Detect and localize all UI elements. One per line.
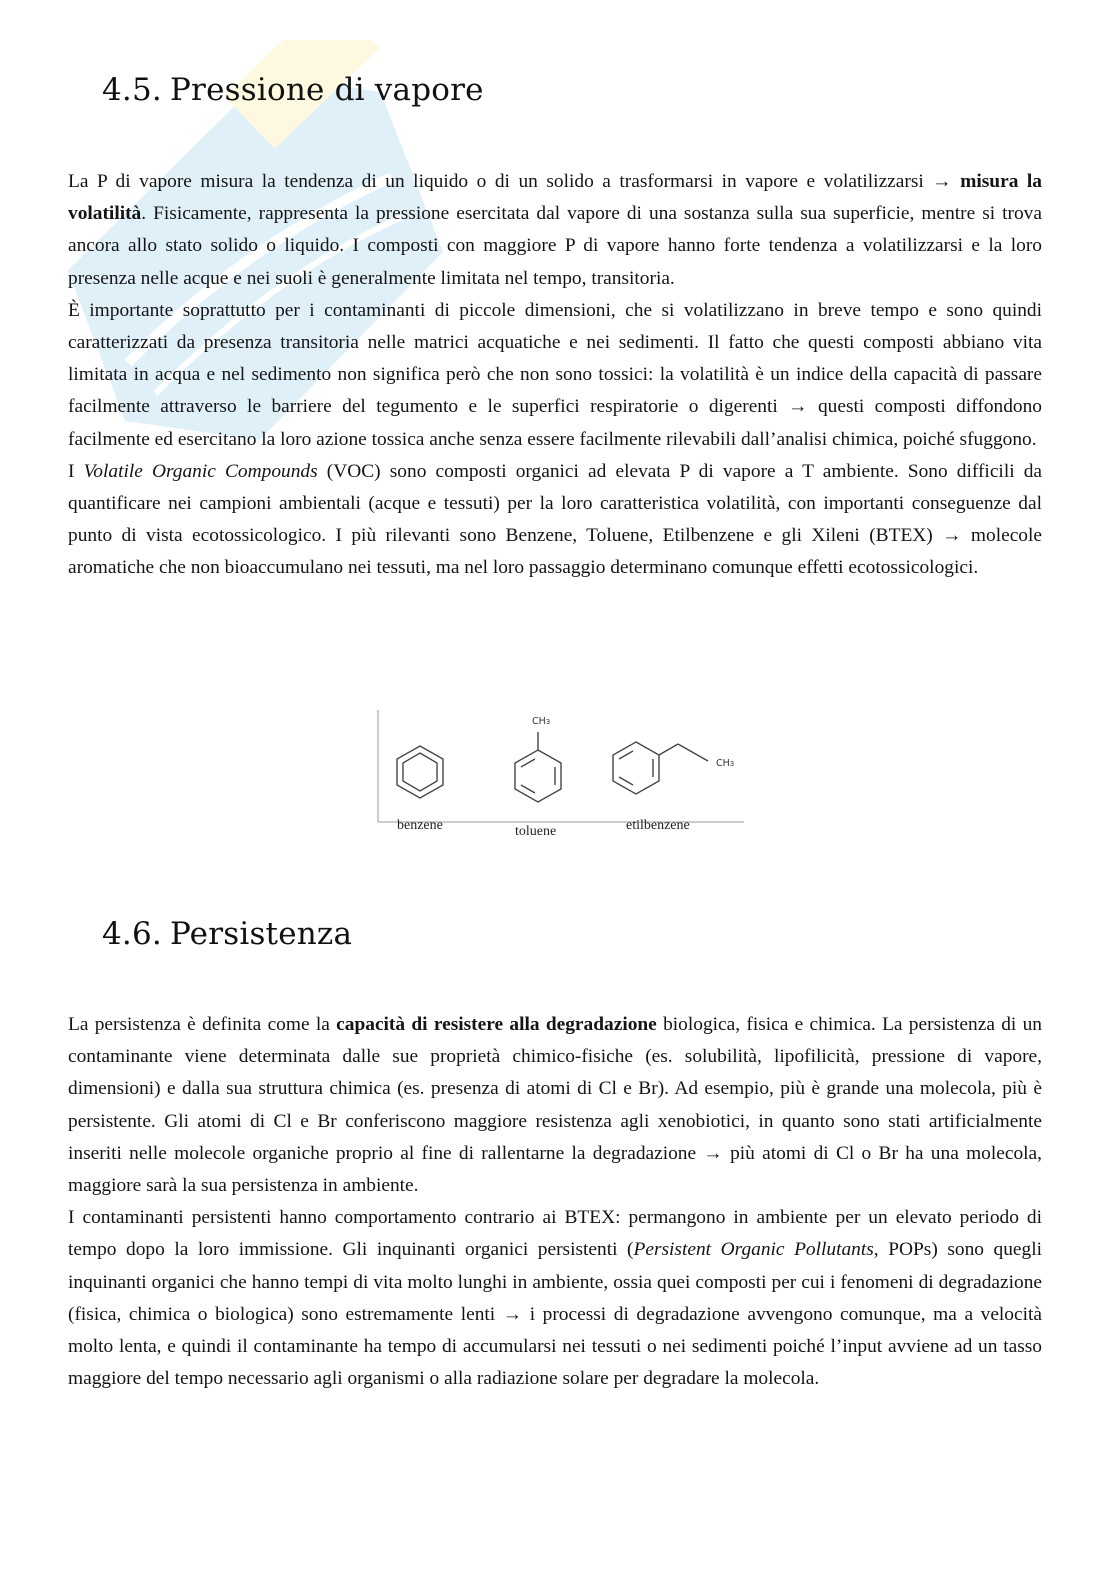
paragraph [68,166,1042,295]
text-run: biologica, fisica e chimica. La persistenza di un contaminante viene determinata dalle sue proprietà chimico-fisiche (es. solubilità, lipofilicità, pressione di vapore, dimensioni) e dalla sua struttura chimica (es. presenza di atomi di Cl e Br). Ad esempio, più è grande una molecola, più è persistente. Gli atomi di Cl e Br conferiscono maggiore resistenza agli xenobiotici, in quanto sono stati artificialmente inseriti nelle molecole organiche proprio al fine di rallentarne la degradazione → più atomi di Cl o Br ha una molecola, maggiore sarà la sua persistenza in ambiente. [68,1014,1042,1197]
etilbenzene-ring [613,742,708,794]
italic-text: Volatile Organic Compounds [83,460,318,482]
italic-text: Persistent Organic Pollutants [633,1239,874,1261]
text-run: . Fisicamente, rappresenta la pressione esercitata dal vapore di una sostanza sulla sua superficie, mentre si trova ancora allo stato solido o liquido. I composti con maggiore P di vapore hanno forte tendenza a volatilizzarsi e la loro presenza nelle acque e nei suoli è generalmente limitata nel tempo, transitoria. [68,203,1042,289]
toluene-ch3-label: CH3 [532,716,551,727]
section-heading-4-5 [102,72,484,108]
toluene-label: toluene [515,824,557,839]
section-number: 4.5. [102,72,162,108]
benzene-ring [397,746,443,798]
section-title: Persistenza [170,916,353,952]
toluene-ring [515,732,561,802]
section-body-4-5 [68,166,1042,585]
text-run: La P di vapore misura la tendenza di un liquido o di un solido a trasformarsi in vapore e volatilizzarsi → [68,171,961,192]
bold-text: misura la volatilità [68,171,1042,225]
text-run: I contaminanti persistenti hanno comportamento contrario ai BTEX: permangono in ambiente per un elevato periodo di tempo dopo la loro immissione. Gli inquinanti organici persistenti ( [68,1207,1042,1261]
section-title: Pressione di vapore [170,72,484,108]
btex-figure [372,706,748,846]
section-heading-4-6 [102,916,352,952]
text-run: (VOC) sono composti organici ad elevata P di vapore a T ambiente. Sono difficili da quantificare nei campioni ambientali (acque e tessuti) per la loro caratteristica volatilità, con importanti conseguenze dal punto di vista ecotossicologico. I più rilevanti sono Benzene, Toluene, Etilbenzene e gli Xileni (BTEX) → molecole aromatiche che non bioaccumulano nei tessuti, ma nel loro passaggio determinano comunque effetti ecotossicologici. [68,460,1043,579]
paragraph [68,1009,1042,1202]
text-run: La persistenza è definita come la [68,1014,337,1035]
paragraph [68,456,1042,585]
text-run: , POPs) sono quegli inquinanti organici che hanno tempi di vita molto lunghi in ambiente, ossia quei composti per cui i fenomeni di degradazione (fisica, chimica o biologica) sono estremamente lenti → i processi di degradazione avvengono comunque, ma a velocità molto lenta, e quindi il contaminante ha tempo di accumularsi nei tessuti o nei sedimenti poiché l’input avviene ad un tasso maggiore del tempo necessario agli organismi o alla radiazione solare per degradare la molecola. [68,1239,1042,1390]
etilbenzene-label: etilbenzene [626,818,690,833]
text-run: I [68,460,84,482]
paragraph: È importante soprattutto per i contaminanti di piccole dimensioni, che si volatilizzano in breve tempo e sono quindi caratterizzati da presenza transitoria nelle matrici acquatiche e nei sedimenti. Il fatto che questi composti abbiano vita limitata in acqua e nel sedimento non significa però che non sono tossici: la volatilità è un indice della capacità di passare facilmente attraverso le barriere del tegumento e le superfici respiratorie o digerenti → questi composti diffondono facilmente ed esercitano la loro azione tossica anche senza essere facilmente rilevabili dall’analisi chimica, poiché sfuggono. [68,299,1042,450]
section-number: 4.6. [102,916,162,952]
etilbenzene-ch3-label: CH3 [716,758,735,769]
paragraph [68,1202,1042,1395]
section-body-4-6 [68,1009,1042,1395]
benzene-label: benzene [397,818,443,833]
bold-text: capacità di resistere alla degradazione [336,1014,657,1035]
